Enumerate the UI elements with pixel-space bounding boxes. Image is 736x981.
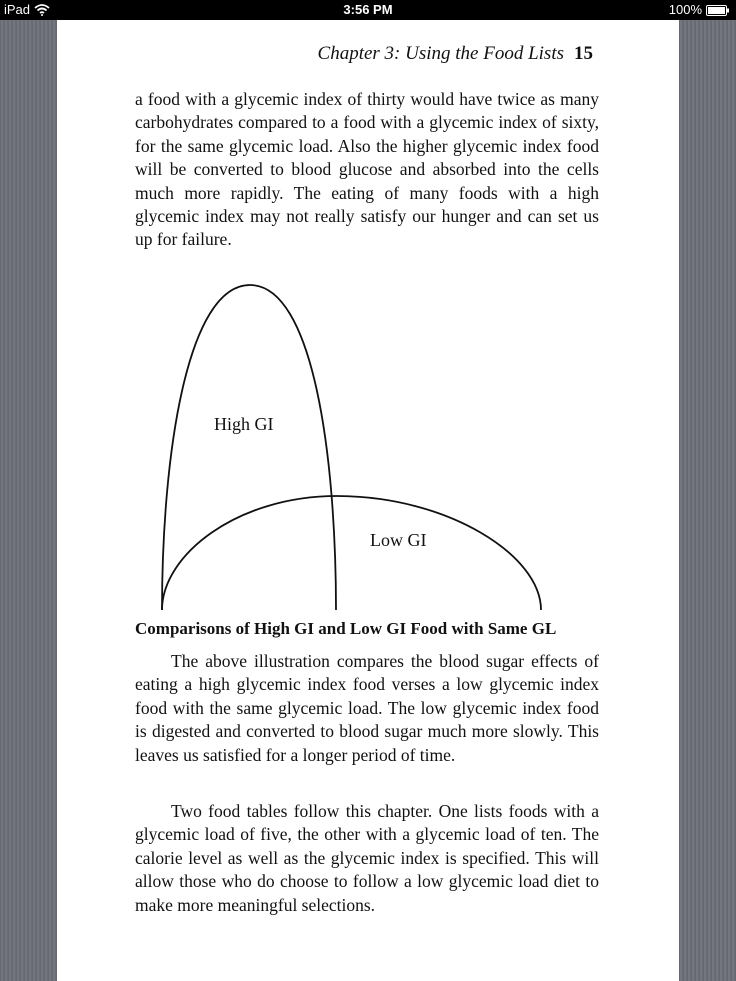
page-edge-left: [0, 20, 57, 981]
low-gi-label: Low GI: [370, 530, 427, 550]
book-page[interactable]: [57, 20, 679, 981]
status-time: 3:56 PM: [343, 2, 393, 17]
chapter-title: Chapter 3: Using the Food Lists: [317, 43, 564, 64]
running-header: [137, 43, 593, 65]
gi-comparison-chart: [147, 255, 567, 615]
paragraph-2: The above illustration compares the blood sugar effects of eating a high glycemic index food verses a low glycemic index food with the same glycemic load. The low glycemic index food is digested and converted to blood sugar much more slowly. This leaves us satisfied for a longer period of time.: [135, 651, 599, 765]
section-heading: Comparisons of High GI and Low GI Food with Same GL: [135, 619, 557, 638]
high-gi-curve: [162, 285, 336, 610]
page-number: 15: [574, 43, 593, 64]
device-name: iPad: [4, 2, 31, 17]
battery-icon: [706, 5, 730, 16]
paragraph-3: Two food tables follow this chapter. One lists foods with a glycemic load of five, the other with a glycemic load of ten. The calorie level as well as the glycemic index is specified. This will allow those who do choose to follow a low glycemic load diet to make more meaningful selections.: [135, 801, 599, 915]
high-gi-label: High GI: [214, 414, 274, 434]
status-right: [669, 0, 730, 20]
status-bar: [0, 0, 736, 20]
low-gi-curve: [162, 496, 541, 610]
page-edge-right: [679, 20, 736, 981]
battery-percent: 100%: [668, 2, 702, 17]
paragraph-1: a food with a glycemic index of thirty would have twice as many carbohydrates compared to a food with a glycemic index of sixty, for the same glycemic load. Also the higher glycemic index food will be converted to blood glucose and absorbed into the cells much more rapidly. The eating of many foods with a high glycemic index may not really satisfy our hunger and can set us up for failure.: [135, 89, 599, 250]
